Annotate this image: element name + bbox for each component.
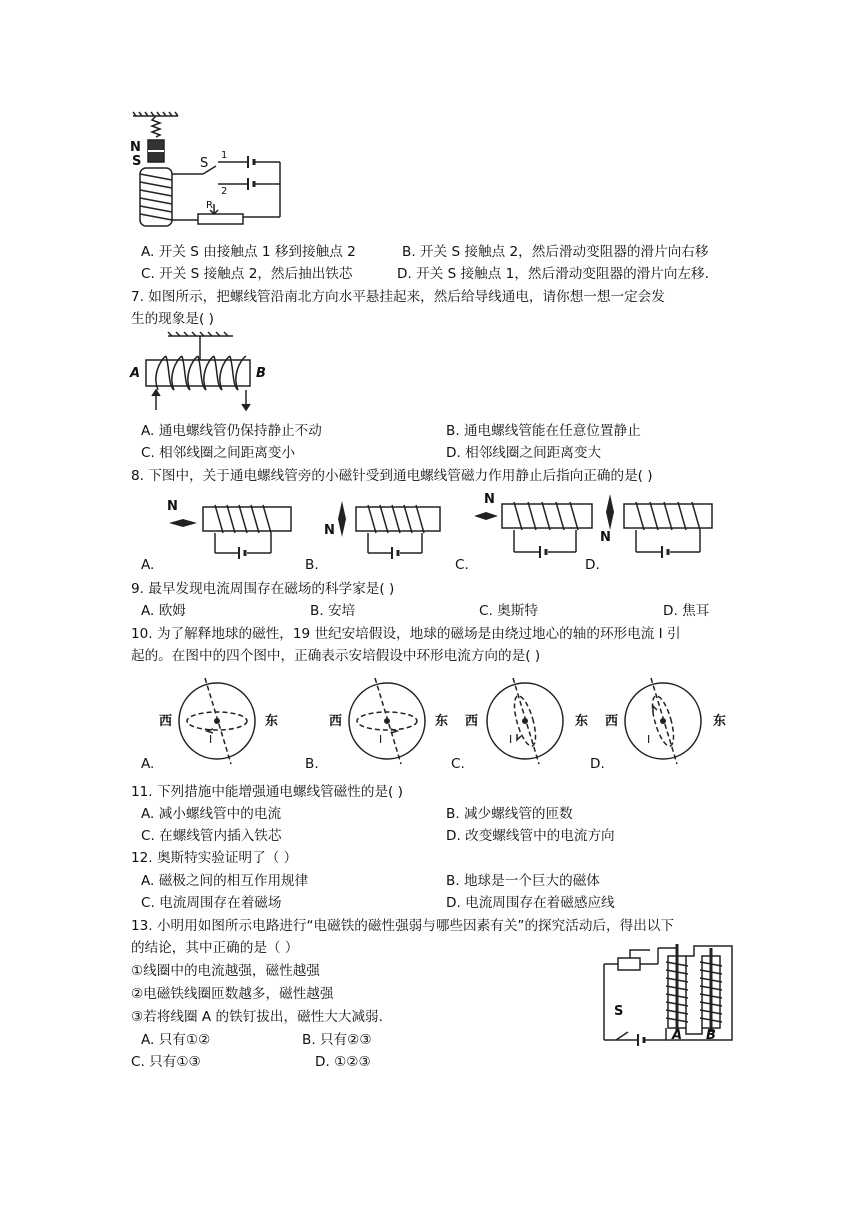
q11-option-b: B. 减少螺线管的匝数 — [446, 806, 573, 822]
q10a-west: 西 — [159, 714, 173, 729]
q10-stem-line1: 10. 为了解释地球的磁性，19 世纪安培假设，地球的磁场是由绕过地心的轴的环形电流 I 引 — [131, 626, 681, 642]
q10-figure-d — [605, 676, 735, 766]
q12-option-a: A. 磁极之间的相互作用规律 — [141, 873, 309, 889]
q10a-east: 东 — [265, 714, 279, 729]
q12-option-d: D. 电流周围存在着磁感应线 — [446, 895, 615, 911]
q13-stem-line2: 的结论，其中正确的是（ ） — [131, 940, 299, 956]
q6-option-a: A. 开关 S 由接触点 1 移到接触点 2 — [141, 244, 356, 260]
q6-contact2-label: 2 — [221, 186, 228, 197]
q8d-needle-n: N — [600, 530, 611, 545]
q10-option-a: A. — [141, 756, 155, 772]
q10-figure-a — [155, 676, 295, 766]
q10-option-c: C. — [451, 756, 465, 772]
q7-option-b: B. 通电螺线管能在任意位置静止 — [446, 423, 641, 439]
q13-statement-1: ①线圈中的电流越强，磁性越强 — [131, 963, 320, 979]
q10-figure-c — [465, 676, 605, 766]
q7-option-c: C. 相邻线圈之间距离变小 — [141, 445, 296, 461]
q10-figure-b — [325, 676, 465, 766]
q6-r-label: R — [206, 200, 213, 211]
q10c-west: 西 — [465, 714, 479, 729]
q13-option-b: B. 只有②③ — [302, 1032, 372, 1048]
q9-option-d: D. 焦耳 — [663, 603, 710, 619]
q8-stem: 8. 下图中，关于通电螺线管旁的小磁针受到通电螺线管磁力作用静止后指向正确的是( ) — [131, 468, 653, 484]
q10d-current: I — [647, 733, 651, 746]
q6-option-c: C. 开关 S 接触点 2，然后抽出铁芯 — [141, 266, 353, 282]
q6-option-b: B. 开关 S 接触点 2，然后滑动变阻器的滑片向右移 — [402, 244, 709, 260]
q11-option-d: D. 改变螺线管中的电流方向 — [446, 828, 615, 844]
q8-option-a: A. — [141, 557, 155, 573]
q7-figure — [128, 330, 278, 415]
q8-figure-c — [472, 490, 597, 560]
q6-figure — [128, 110, 288, 235]
q10a-current: I — [209, 733, 213, 746]
q9-option-a: A. 欧姆 — [141, 603, 186, 619]
q13-switch-label: S — [614, 1004, 624, 1019]
q10b-east: 东 — [435, 714, 449, 729]
q8-figure-a — [165, 495, 295, 560]
q7-stem-line1: 7. 如图所示，把螺线管沿南北方向水平悬挂起来，然后给导线通电，请你想一想一定会发 — [131, 289, 665, 305]
q10d-east: 东 — [713, 714, 727, 729]
q8-option-d: D. — [585, 557, 600, 573]
q11-stem: 11. 下列措施中能增强通电螺线管磁性的是( ) — [131, 784, 403, 800]
q11-option-a: A. 减小螺线管中的电流 — [141, 806, 282, 822]
q6-n-label: N — [130, 140, 141, 155]
q6-option-d: D. 开关 S 接触点 1，然后滑动变阻器的滑片向左移. — [397, 266, 709, 282]
q13-statement-3: ③若将线圈 A 的铁钉拔出，磁性大大减弱. — [131, 1009, 383, 1025]
q8-figure-d — [600, 490, 715, 560]
q6-s-label: S — [132, 154, 142, 169]
q8-figure-b — [322, 495, 447, 560]
q6-contact1-label: 1 — [221, 150, 228, 161]
q7-option-a: A. 通电螺线管仍保持静止不动 — [141, 423, 322, 439]
q10d-west: 西 — [605, 714, 619, 729]
q10c-east: 东 — [575, 714, 589, 729]
q13-statement-2: ②电磁铁线圈匝数越多，磁性越强 — [131, 986, 334, 1002]
q10b-west: 西 — [329, 714, 343, 729]
q7-option-d: D. 相邻线圈之间距离变大 — [446, 445, 602, 461]
q8-option-b: B. — [305, 557, 319, 573]
q12-option-c: C. 电流周围存在着磁场 — [141, 895, 282, 911]
q10b-current: I — [379, 733, 383, 746]
q12-stem: 12. 奥斯特实验证明了（ ） — [131, 850, 298, 866]
q13-coil-b-label: B — [706, 1028, 716, 1043]
q10-option-d: D. — [590, 756, 605, 772]
q8-option-c: C. — [455, 557, 469, 573]
q10-stem-line2: 起的。在图中的四个图中，正确表示安培假设中环形电流方向的是( ) — [131, 648, 541, 664]
q9-option-b: B. 安培 — [310, 603, 356, 619]
q9-option-c: C. 奥斯特 — [479, 603, 538, 619]
q13-option-c: C. 只有①③ — [131, 1054, 201, 1070]
q13-option-a: A. 只有①② — [141, 1032, 211, 1048]
q13-option-d: D. ①②③ — [315, 1054, 371, 1070]
q10c-current: I — [509, 733, 513, 746]
q13-figure — [598, 942, 740, 1046]
q8a-needle-n: N — [167, 499, 178, 514]
q6-switch-label: S — [200, 156, 209, 171]
q8b-needle-n: N — [324, 523, 335, 538]
q10-option-b: B. — [305, 756, 319, 772]
q7-stem-line2: 生的现象是( ) — [131, 311, 214, 327]
q12-option-b: B. 地球是一个巨大的磁体 — [446, 873, 600, 889]
q9-stem: 9. 最早发现电流周围存在磁场的科学家是( ) — [131, 581, 395, 597]
q13-coil-a-label: A — [672, 1028, 683, 1043]
q8c-needle-n: N — [484, 492, 495, 507]
q13-stem-line1: 13. 小明用如图所示电路进行“电磁铁的磁性强弱与哪些因素有关”的探究活动后，得出以下 — [131, 918, 674, 934]
q11-option-c: C. 在螺线管内插入铁芯 — [141, 828, 282, 844]
q7-end-b-label: B — [256, 366, 266, 381]
q7-end-a-label: A — [130, 366, 141, 381]
